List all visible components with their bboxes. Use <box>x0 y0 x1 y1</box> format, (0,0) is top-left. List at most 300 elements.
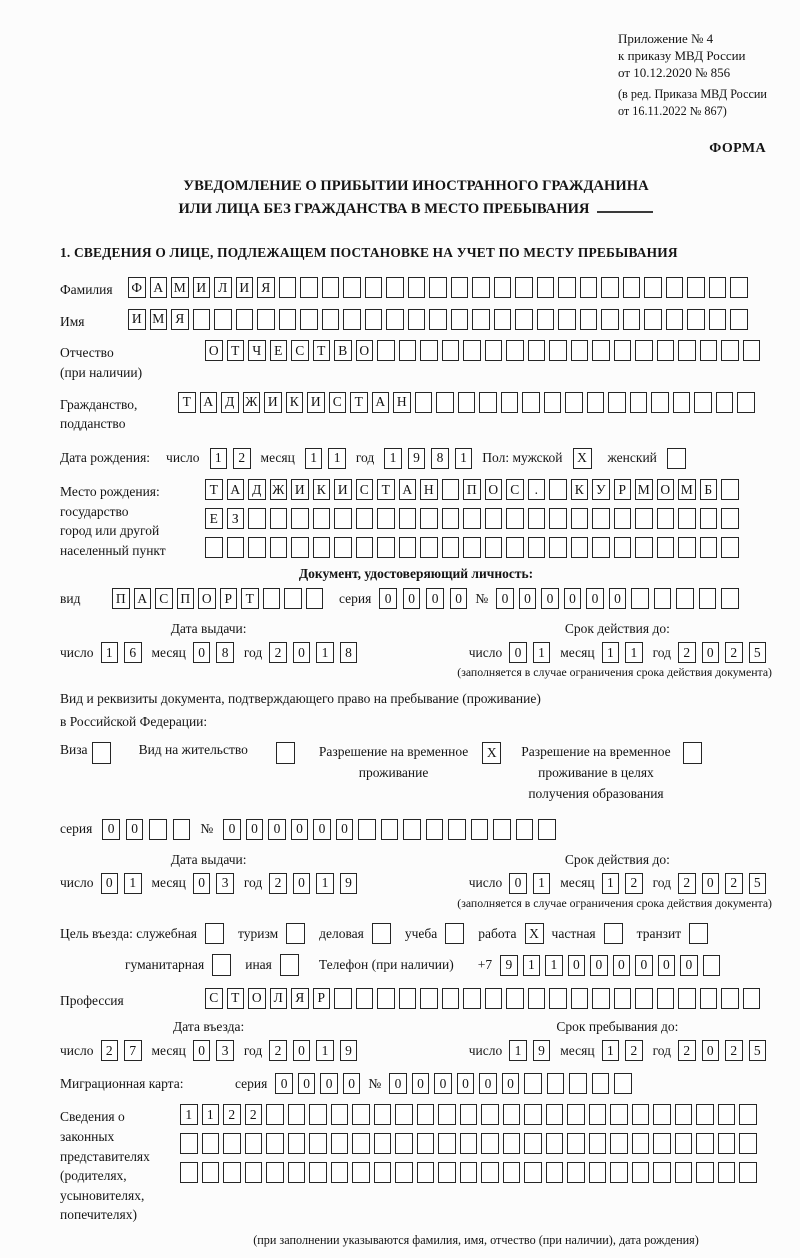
char-cell[interactable]: 1 <box>101 642 119 663</box>
char-cell[interactable] <box>567 1133 585 1154</box>
char-cell[interactable] <box>503 1133 521 1154</box>
char-cell[interactable] <box>506 988 524 1009</box>
char-cell[interactable] <box>631 588 649 609</box>
char-cell[interactable] <box>524 1073 542 1094</box>
char-cell[interactable] <box>358 819 376 840</box>
char-cell[interactable]: . <box>528 479 546 500</box>
char-cell[interactable]: 2 <box>678 1040 696 1061</box>
char-cell[interactable] <box>494 277 512 298</box>
char-cell[interactable]: 0 <box>389 1073 407 1094</box>
char-cell[interactable]: С <box>329 392 347 413</box>
purpose-work-checkbox[interactable]: X <box>525 923 544 945</box>
char-cell[interactable]: М <box>150 309 168 330</box>
char-cell[interactable] <box>737 392 755 413</box>
char-cell[interactable]: 1 <box>533 873 551 894</box>
char-cell[interactable]: Я <box>171 309 189 330</box>
char-cell[interactable] <box>716 392 734 413</box>
char-cell[interactable] <box>703 955 721 976</box>
char-cell[interactable] <box>245 1162 263 1183</box>
char-cell[interactable] <box>678 508 696 529</box>
char-cell[interactable] <box>739 1133 757 1154</box>
char-cell[interactable] <box>331 1104 349 1125</box>
char-cell[interactable]: 0 <box>268 819 286 840</box>
char-cell[interactable]: Т <box>350 392 368 413</box>
char-cell[interactable]: 0 <box>658 955 676 976</box>
char-cell[interactable] <box>356 537 374 558</box>
char-cell[interactable]: Т <box>227 340 245 361</box>
char-cell[interactable] <box>614 988 632 1009</box>
char-cell[interactable] <box>678 537 696 558</box>
char-cell[interactable] <box>458 392 476 413</box>
char-cell[interactable]: 9 <box>340 1040 358 1061</box>
char-cell[interactable] <box>739 1162 757 1183</box>
char-cell[interactable] <box>309 1162 327 1183</box>
char-cell[interactable] <box>485 988 503 1009</box>
purpose-study-checkbox[interactable] <box>445 923 464 945</box>
char-cell[interactable] <box>709 309 727 330</box>
char-cell[interactable] <box>313 537 331 558</box>
char-cell[interactable]: К <box>571 479 589 500</box>
char-cell[interactable] <box>420 988 438 1009</box>
char-cell[interactable]: Я <box>291 988 309 1009</box>
char-cell[interactable]: 9 <box>500 955 518 976</box>
char-cell[interactable] <box>463 537 481 558</box>
char-cell[interactable] <box>571 988 589 1009</box>
purpose-private-checkbox[interactable] <box>604 923 623 945</box>
char-cell[interactable]: К <box>286 392 304 413</box>
char-cell[interactable] <box>322 277 340 298</box>
char-cell[interactable] <box>279 309 297 330</box>
char-cell[interactable]: 5 <box>749 873 767 894</box>
char-cell[interactable] <box>334 988 352 1009</box>
char-cell[interactable]: 0 <box>102 819 120 840</box>
char-cell[interactable] <box>635 537 653 558</box>
char-cell[interactable]: Е <box>205 508 223 529</box>
char-cell[interactable]: Т <box>241 588 259 609</box>
char-cell[interactable] <box>537 309 555 330</box>
char-cell[interactable]: Т <box>178 392 196 413</box>
char-cell[interactable] <box>549 340 567 361</box>
char-cell[interactable] <box>676 588 694 609</box>
char-cell[interactable]: 0 <box>291 819 309 840</box>
char-cell[interactable] <box>377 340 395 361</box>
char-cell[interactable] <box>653 1133 671 1154</box>
char-cell[interactable] <box>687 309 705 330</box>
char-cell[interactable] <box>377 508 395 529</box>
char-cell[interactable] <box>374 1162 392 1183</box>
char-cell[interactable] <box>610 1162 628 1183</box>
char-cell[interactable] <box>343 277 361 298</box>
char-cell[interactable] <box>558 277 576 298</box>
char-cell[interactable]: Е <box>270 340 288 361</box>
char-cell[interactable]: 0 <box>126 819 144 840</box>
char-cell[interactable] <box>657 508 675 529</box>
char-cell[interactable]: 0 <box>613 955 631 976</box>
char-cell[interactable]: А <box>227 479 245 500</box>
char-cell[interactable] <box>678 340 696 361</box>
char-cell[interactable] <box>306 588 324 609</box>
char-cell[interactable] <box>524 1162 542 1183</box>
char-cell[interactable] <box>721 588 739 609</box>
char-cell[interactable] <box>429 277 447 298</box>
char-cell[interactable]: 0 <box>293 1040 311 1061</box>
char-cell[interactable] <box>331 1162 349 1183</box>
char-cell[interactable]: 0 <box>680 955 698 976</box>
char-cell[interactable] <box>592 537 610 558</box>
char-cell[interactable] <box>202 1162 220 1183</box>
char-cell[interactable] <box>515 277 533 298</box>
char-cell[interactable]: 0 <box>479 1073 497 1094</box>
char-cell[interactable] <box>653 1104 671 1125</box>
char-cell[interactable] <box>270 537 288 558</box>
char-cell[interactable] <box>601 309 619 330</box>
char-cell[interactable] <box>571 340 589 361</box>
char-cell[interactable]: 0 <box>609 588 627 609</box>
char-cell[interactable]: 1 <box>523 955 541 976</box>
char-cell[interactable] <box>313 508 331 529</box>
char-cell[interactable]: Т <box>205 479 223 500</box>
char-cell[interactable] <box>666 277 684 298</box>
char-cell[interactable]: С <box>506 479 524 500</box>
char-cell[interactable] <box>580 277 598 298</box>
char-cell[interactable] <box>589 1162 607 1183</box>
char-cell[interactable] <box>245 1133 263 1154</box>
char-cell[interactable] <box>632 1133 650 1154</box>
char-cell[interactable] <box>448 819 466 840</box>
char-cell[interactable]: И <box>193 277 211 298</box>
char-cell[interactable]: 0 <box>509 642 527 663</box>
char-cell[interactable]: 0 <box>496 588 514 609</box>
char-cell[interactable] <box>666 309 684 330</box>
sex-male-checkbox[interactable]: X <box>573 448 592 470</box>
char-cell[interactable] <box>687 277 705 298</box>
char-cell[interactable]: И <box>334 479 352 500</box>
char-cell[interactable] <box>291 537 309 558</box>
char-cell[interactable]: С <box>291 340 309 361</box>
char-cell[interactable] <box>438 1162 456 1183</box>
char-cell[interactable]: 2 <box>233 448 251 469</box>
char-cell[interactable]: 1 <box>533 642 551 663</box>
char-cell[interactable] <box>248 537 266 558</box>
char-cell[interactable]: И <box>236 277 254 298</box>
char-cell[interactable] <box>635 340 653 361</box>
char-cell[interactable] <box>721 988 739 1009</box>
char-cell[interactable] <box>395 1133 413 1154</box>
char-cell[interactable] <box>420 508 438 529</box>
char-cell[interactable] <box>485 508 503 529</box>
char-cell[interactable]: М <box>678 479 696 500</box>
char-cell[interactable] <box>352 1162 370 1183</box>
char-cell[interactable] <box>546 1162 564 1183</box>
char-cell[interactable]: 2 <box>269 1040 287 1061</box>
char-cell[interactable] <box>623 309 641 330</box>
char-cell[interactable] <box>614 537 632 558</box>
char-cell[interactable]: Я <box>257 277 275 298</box>
char-cell[interactable] <box>180 1133 198 1154</box>
char-cell[interactable] <box>403 819 421 840</box>
char-cell[interactable] <box>334 508 352 529</box>
char-cell[interactable]: 2 <box>625 1040 643 1061</box>
char-cell[interactable] <box>675 1104 693 1125</box>
char-cell[interactable] <box>365 277 383 298</box>
char-cell[interactable] <box>675 1162 693 1183</box>
char-cell[interactable] <box>481 1104 499 1125</box>
char-cell[interactable] <box>352 1104 370 1125</box>
char-cell[interactable]: Т <box>377 479 395 500</box>
char-cell[interactable]: 0 <box>434 1073 452 1094</box>
char-cell[interactable] <box>544 392 562 413</box>
char-cell[interactable]: 0 <box>502 1073 520 1094</box>
char-cell[interactable] <box>501 392 519 413</box>
char-cell[interactable] <box>587 392 605 413</box>
char-cell[interactable]: 7 <box>124 1040 142 1061</box>
char-cell[interactable] <box>549 988 567 1009</box>
char-cell[interactable] <box>193 309 211 330</box>
char-cell[interactable]: 9 <box>408 448 426 469</box>
char-cell[interactable] <box>709 277 727 298</box>
char-cell[interactable] <box>365 309 383 330</box>
char-cell[interactable]: 0 <box>379 588 397 609</box>
char-cell[interactable]: Р <box>614 479 632 500</box>
char-cell[interactable] <box>266 1104 284 1125</box>
char-cell[interactable] <box>546 1104 564 1125</box>
char-cell[interactable] <box>644 277 662 298</box>
char-cell[interactable] <box>417 1162 435 1183</box>
char-cell[interactable]: 1 <box>202 1104 220 1125</box>
char-cell[interactable] <box>571 508 589 529</box>
char-cell[interactable] <box>580 309 598 330</box>
char-cell[interactable]: 0 <box>193 642 211 663</box>
char-cell[interactable]: 0 <box>193 873 211 894</box>
char-cell[interactable] <box>614 508 632 529</box>
char-cell[interactable] <box>610 1104 628 1125</box>
char-cell[interactable] <box>438 1133 456 1154</box>
char-cell[interactable] <box>657 537 675 558</box>
char-cell[interactable]: 6 <box>124 642 142 663</box>
char-cell[interactable] <box>546 1133 564 1154</box>
char-cell[interactable] <box>592 340 610 361</box>
char-cell[interactable]: 1 <box>455 448 473 469</box>
char-cell[interactable]: 0 <box>293 873 311 894</box>
char-cell[interactable] <box>438 1104 456 1125</box>
char-cell[interactable] <box>223 1133 241 1154</box>
char-cell[interactable] <box>334 537 352 558</box>
char-cell[interactable] <box>675 1133 693 1154</box>
char-cell[interactable]: Т <box>227 988 245 1009</box>
char-cell[interactable] <box>343 309 361 330</box>
char-cell[interactable] <box>592 988 610 1009</box>
char-cell[interactable]: Д <box>248 479 266 500</box>
char-cell[interactable] <box>657 988 675 1009</box>
purpose-other-checkbox[interactable] <box>280 954 299 976</box>
char-cell[interactable] <box>700 340 718 361</box>
char-cell[interactable]: Т <box>313 340 331 361</box>
char-cell[interactable] <box>460 1162 478 1183</box>
char-cell[interactable]: 2 <box>678 642 696 663</box>
char-cell[interactable] <box>395 1104 413 1125</box>
char-cell[interactable]: 0 <box>702 873 720 894</box>
char-cell[interactable] <box>601 277 619 298</box>
char-cell[interactable]: 0 <box>541 588 559 609</box>
char-cell[interactable]: 1 <box>328 448 346 469</box>
char-cell[interactable]: А <box>372 392 390 413</box>
char-cell[interactable] <box>528 988 546 1009</box>
char-cell[interactable] <box>471 819 489 840</box>
char-cell[interactable]: 1 <box>180 1104 198 1125</box>
char-cell[interactable]: 1 <box>124 873 142 894</box>
char-cell[interactable]: 1 <box>384 448 402 469</box>
char-cell[interactable] <box>309 1104 327 1125</box>
char-cell[interactable] <box>417 1104 435 1125</box>
char-cell[interactable] <box>463 988 481 1009</box>
purpose-official-checkbox[interactable] <box>205 923 224 945</box>
char-cell[interactable]: 2 <box>101 1040 119 1061</box>
char-cell[interactable] <box>678 988 696 1009</box>
char-cell[interactable] <box>589 1133 607 1154</box>
char-cell[interactable]: А <box>399 479 417 500</box>
char-cell[interactable] <box>644 309 662 330</box>
char-cell[interactable] <box>623 277 641 298</box>
char-cell[interactable]: 0 <box>403 588 421 609</box>
char-cell[interactable] <box>429 309 447 330</box>
char-cell[interactable]: 0 <box>702 642 720 663</box>
char-cell[interactable]: И <box>307 392 325 413</box>
char-cell[interactable] <box>506 508 524 529</box>
char-cell[interactable]: 0 <box>101 873 119 894</box>
char-cell[interactable] <box>223 1162 241 1183</box>
char-cell[interactable] <box>279 277 297 298</box>
char-cell[interactable] <box>632 1162 650 1183</box>
char-cell[interactable]: 1 <box>545 955 563 976</box>
char-cell[interactable]: 1 <box>602 1040 620 1061</box>
char-cell[interactable]: П <box>112 588 130 609</box>
char-cell[interactable] <box>524 1104 542 1125</box>
char-cell[interactable] <box>408 277 426 298</box>
char-cell[interactable]: К <box>313 479 331 500</box>
char-cell[interactable] <box>236 309 254 330</box>
char-cell[interactable]: 0 <box>336 819 354 840</box>
char-cell[interactable] <box>567 1162 585 1183</box>
char-cell[interactable]: 2 <box>223 1104 241 1125</box>
char-cell[interactable] <box>699 588 717 609</box>
char-cell[interactable]: 1 <box>305 448 323 469</box>
char-cell[interactable] <box>442 508 460 529</box>
char-cell[interactable] <box>399 537 417 558</box>
temp-residence-edu-checkbox[interactable] <box>683 742 702 764</box>
char-cell[interactable] <box>516 819 534 840</box>
char-cell[interactable] <box>257 309 275 330</box>
char-cell[interactable] <box>288 1104 306 1125</box>
char-cell[interactable] <box>549 537 567 558</box>
char-cell[interactable] <box>284 588 302 609</box>
char-cell[interactable] <box>322 309 340 330</box>
char-cell[interactable]: 0 <box>313 819 331 840</box>
char-cell[interactable]: 0 <box>586 588 604 609</box>
char-cell[interactable]: 0 <box>343 1073 361 1094</box>
char-cell[interactable]: 3 <box>216 873 234 894</box>
char-cell[interactable] <box>436 392 454 413</box>
char-cell[interactable] <box>506 340 524 361</box>
char-cell[interactable]: Н <box>393 392 411 413</box>
char-cell[interactable] <box>227 537 245 558</box>
char-cell[interactable]: 8 <box>431 448 449 469</box>
char-cell[interactable] <box>635 508 653 529</box>
char-cell[interactable] <box>300 309 318 330</box>
char-cell[interactable] <box>547 1073 565 1094</box>
char-cell[interactable]: 0 <box>412 1073 430 1094</box>
char-cell[interactable] <box>718 1162 736 1183</box>
char-cell[interactable]: С <box>356 479 374 500</box>
char-cell[interactable]: 9 <box>533 1040 551 1061</box>
char-cell[interactable] <box>506 537 524 558</box>
char-cell[interactable] <box>589 1104 607 1125</box>
char-cell[interactable]: 0 <box>509 873 527 894</box>
char-cell[interactable]: 1 <box>316 1040 334 1061</box>
char-cell[interactable] <box>248 508 266 529</box>
char-cell[interactable] <box>481 1133 499 1154</box>
char-cell[interactable] <box>592 508 610 529</box>
char-cell[interactable] <box>503 1104 521 1125</box>
char-cell[interactable]: 5 <box>749 1040 767 1061</box>
char-cell[interactable] <box>266 1162 284 1183</box>
char-cell[interactable] <box>149 819 167 840</box>
char-cell[interactable]: А <box>150 277 168 298</box>
char-cell[interactable]: П <box>177 588 195 609</box>
char-cell[interactable]: А <box>134 588 152 609</box>
char-cell[interactable] <box>610 1133 628 1154</box>
char-cell[interactable] <box>528 340 546 361</box>
char-cell[interactable]: В <box>334 340 352 361</box>
char-cell[interactable] <box>356 988 374 1009</box>
char-cell[interactable] <box>503 1162 521 1183</box>
char-cell[interactable] <box>263 588 281 609</box>
char-cell[interactable]: 0 <box>246 819 264 840</box>
char-cell[interactable] <box>569 1073 587 1094</box>
char-cell[interactable] <box>374 1133 392 1154</box>
char-cell[interactable] <box>654 588 672 609</box>
char-cell[interactable]: 2 <box>725 873 743 894</box>
char-cell[interactable] <box>721 479 739 500</box>
char-cell[interactable]: 0 <box>293 642 311 663</box>
char-cell[interactable]: 1 <box>625 642 643 663</box>
char-cell[interactable]: Л <box>270 988 288 1009</box>
char-cell[interactable]: 1 <box>316 873 334 894</box>
char-cell[interactable]: Д <box>221 392 239 413</box>
char-cell[interactable] <box>549 508 567 529</box>
char-cell[interactable] <box>331 1133 349 1154</box>
char-cell[interactable] <box>657 340 675 361</box>
char-cell[interactable]: 8 <box>216 642 234 663</box>
char-cell[interactable] <box>399 340 417 361</box>
char-cell[interactable]: О <box>205 340 223 361</box>
char-cell[interactable] <box>309 1133 327 1154</box>
char-cell[interactable]: 0 <box>519 588 537 609</box>
char-cell[interactable] <box>700 537 718 558</box>
char-cell[interactable]: 0 <box>568 955 586 976</box>
char-cell[interactable]: А <box>200 392 218 413</box>
char-cell[interactable]: 1 <box>602 873 620 894</box>
char-cell[interactable] <box>479 392 497 413</box>
char-cell[interactable] <box>485 537 503 558</box>
char-cell[interactable]: 1 <box>210 448 228 469</box>
char-cell[interactable] <box>743 988 761 1009</box>
char-cell[interactable] <box>451 277 469 298</box>
char-cell[interactable] <box>673 392 691 413</box>
char-cell[interactable] <box>442 479 460 500</box>
purpose-tourism-checkbox[interactable] <box>286 923 305 945</box>
char-cell[interactable]: 0 <box>702 1040 720 1061</box>
char-cell[interactable] <box>460 1133 478 1154</box>
